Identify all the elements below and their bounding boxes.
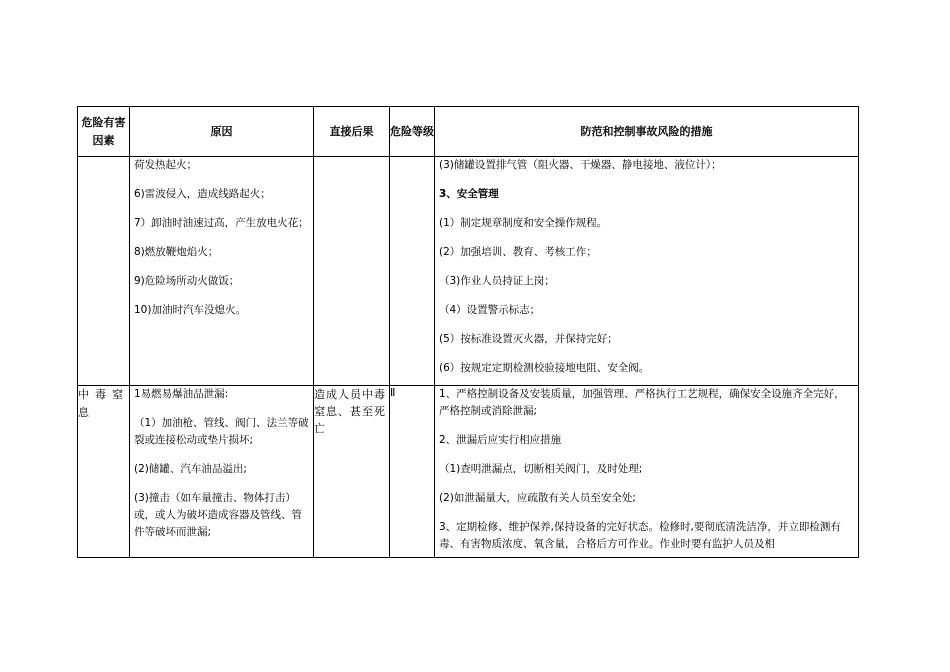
cause-item: (2)储罐、汽车油品溢出;: [134, 463, 247, 475]
level-cell: Ⅱ: [390, 386, 435, 558]
table-row: [78, 157, 859, 386]
header-row: [78, 107, 859, 157]
cause-item: 9)危险场所动火做饭；: [134, 275, 240, 287]
measure-item: 2、泄漏后应实行相应措施: [439, 434, 562, 446]
consequence-cell: [314, 157, 390, 386]
header-hazard: 危险有害因素: [78, 107, 130, 157]
measure-item: （3)作业人员持证上岗；: [439, 275, 555, 287]
hazard-table: [77, 106, 859, 558]
measure-item: (2)如泄漏量大，应疏散有关人员至安全处;: [439, 492, 636, 504]
cause-cell: [130, 157, 314, 386]
cause-item: 6)雷波侵入，造成线路起火；: [134, 188, 271, 200]
cause-item: 1易燃易爆油品泄漏:: [134, 388, 229, 400]
hazard-cell: [78, 157, 130, 386]
header-consequence: 直接后果: [314, 107, 390, 157]
measure-heading: 3、安全管理: [439, 188, 499, 200]
header-cause: 原因: [130, 107, 314, 157]
hazard-cell: 中毒窒息: [78, 386, 130, 558]
cause-item: 7）卸油时油速过高，产生放电火花；: [134, 217, 309, 229]
level-cell: [390, 157, 435, 386]
measure-item: (5）按标准设置灭火器，并保持完好；: [439, 333, 618, 345]
measure-item: (6）按规定定期检测校验接地电阻、安全阀。: [439, 362, 650, 374]
consequence-cell: 造成人员中毒窒息、甚至死亡: [314, 386, 390, 558]
cause-cell: [130, 386, 314, 558]
cause-item: （1）加油枪、管线、阀门、法兰等破裂或连接松动或垫片损坏;: [134, 417, 309, 446]
header-level: 危险等级: [390, 107, 435, 157]
table-row: [78, 386, 859, 558]
measures-cell: [435, 386, 859, 558]
cause-item: 荷发热起火；: [134, 159, 197, 171]
measure-item: （4）设置警示标志；: [439, 304, 541, 316]
cause-item: (3)撞击（如车量撞击、物体打击）或，或人为破坏造成容器及管线、管件等破坏而泄漏;: [134, 492, 302, 538]
cause-item: 10)加油时汽车没熄火。: [134, 304, 246, 316]
measure-item: (3)储罐设置排气管（阻火器、干燥器、静电接地、液位计）；: [439, 159, 722, 171]
measure-item: (2）加强培训、教育、考核工作；: [439, 246, 597, 258]
measure-item: (1）制定规章制度和安全操作规程。: [439, 217, 608, 229]
measure-item: （1)查明泄漏点，切断相关阀门，及时处理;: [439, 463, 643, 475]
measure-item: 3、定期检修、维护保养,保持设备的完好状态。检修时,要彻底清洗洁净，并立即检测有毒、有害物质浓度、氧含量，合格后方可作业。作业时要有监护人员及相: [439, 521, 841, 550]
measures-cell: [435, 157, 859, 386]
header-measures: 防范和控制事故风险的措施: [435, 107, 859, 157]
cause-item: 8)燃放鞭炮焰火；: [134, 246, 219, 258]
measure-item: 1、严格控制设备及安装质量，加强管理、严格执行工艺规程，确保安全设施齐全完好，严格控制或消除泄漏;: [439, 388, 845, 417]
